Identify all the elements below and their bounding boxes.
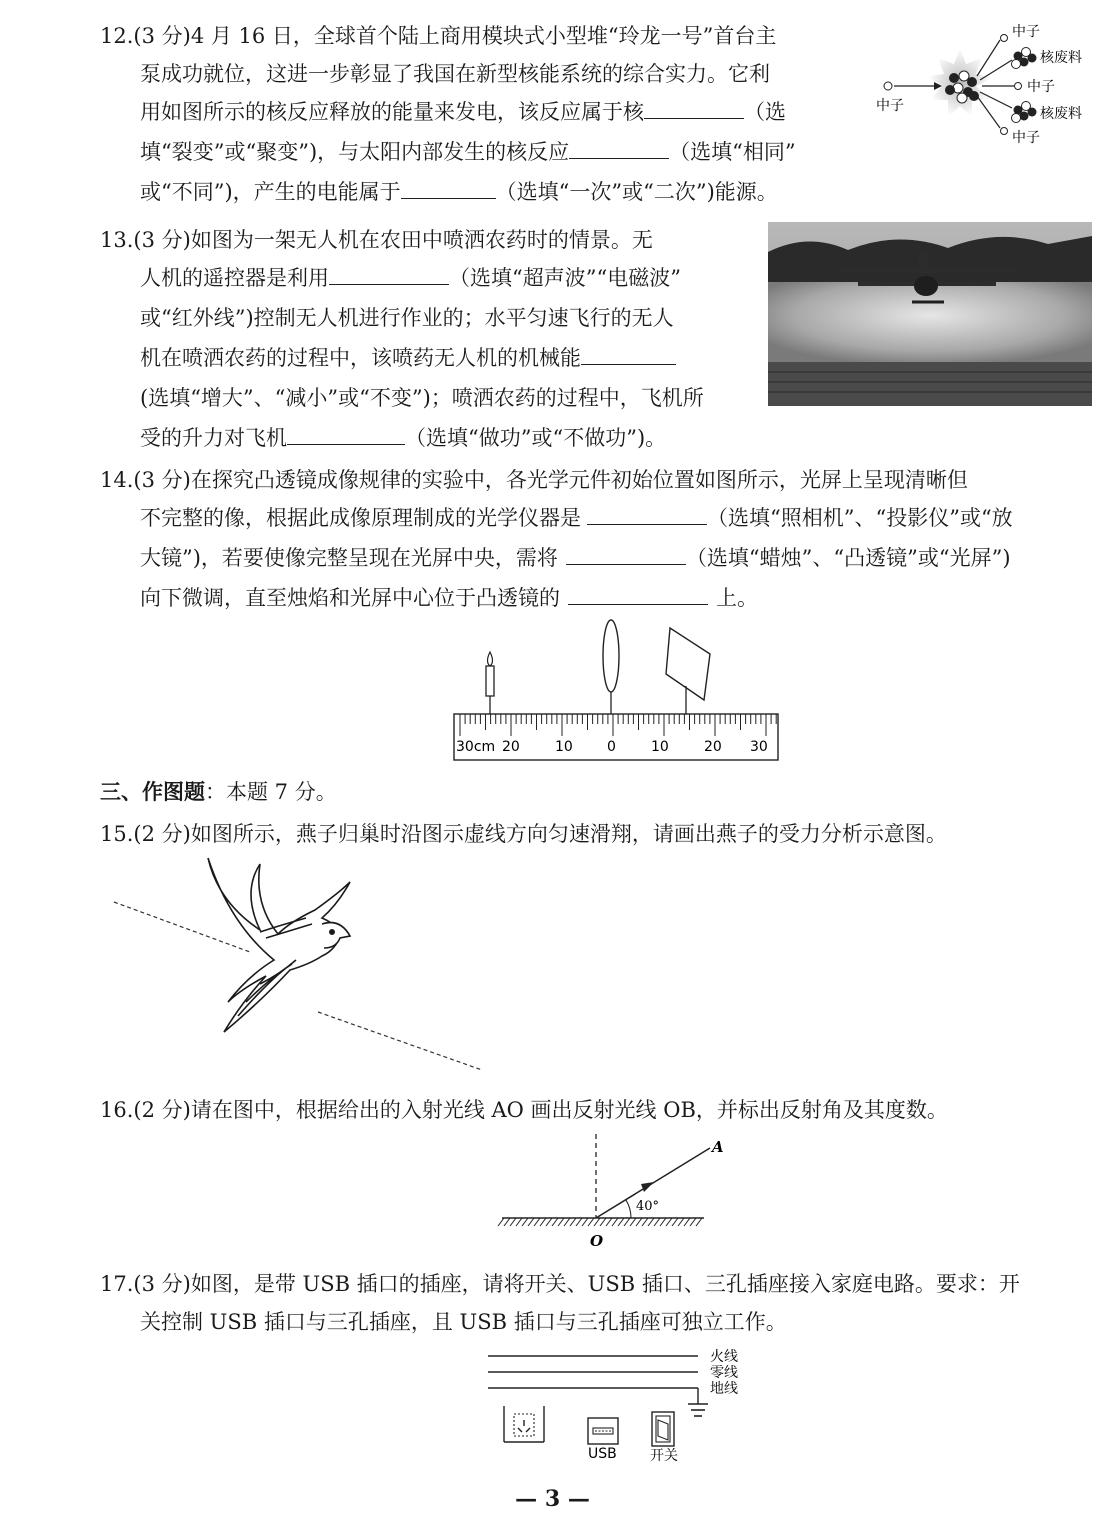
glide-path-dashed — [114, 902, 250, 952]
hatch-line — [648, 1218, 654, 1226]
q12-line-3 — [140, 96, 786, 126]
q14-text: 不完整的像，根据此成像原理制成的光学仪器是 — [140, 506, 581, 530]
q14-blank-1[interactable] — [587, 502, 707, 525]
swallow-diagram — [110, 852, 490, 1074]
q13-text: 机在喷洒农药的过程中，该喷药无人机的机械能 — [140, 346, 581, 370]
hatch-line — [612, 1218, 618, 1226]
q13-line-4 — [140, 342, 676, 372]
convex-lens-icon — [603, 620, 619, 714]
hatch-line — [570, 1218, 576, 1226]
circuit-diagram — [480, 1342, 760, 1472]
q15-line-1: 15.(2 分)如图所示，燕子归巢时沿图示虚线方向匀速滑翔，请画出燕子的受力分析示意图。 — [100, 822, 947, 846]
label-neutron-in: 中子 — [876, 98, 904, 114]
q13-line-3: 或“红外线”)控制无人机进行作业的；水平匀速飞行的无人 — [140, 306, 674, 330]
hatch-line — [498, 1218, 504, 1226]
hatch-line — [618, 1218, 624, 1226]
hatch-line — [564, 1218, 570, 1226]
q12-text: 或“不同”)，产生的电能属于 — [140, 180, 401, 204]
hatch-line — [672, 1218, 678, 1226]
hatch-line — [678, 1218, 684, 1226]
fission-diagram — [872, 18, 1097, 150]
mirror-hatch — [498, 1218, 702, 1226]
q12-text: （选 — [744, 100, 786, 124]
hatch-line — [666, 1218, 672, 1226]
q12-blank-3[interactable] — [401, 176, 496, 199]
q13-text: 受的升力对飞机 — [140, 426, 287, 450]
usb-label: USB — [588, 1446, 617, 1462]
crop-duster-photo — [768, 222, 1092, 406]
label-out-4: 核废料 — [1040, 106, 1082, 122]
waste-nucleus-icon — [1012, 48, 1037, 69]
q13-text: （选填“做功”或“不做功”)。 — [405, 426, 667, 450]
point-o-label: O — [590, 1232, 604, 1250]
hatch-line — [630, 1218, 636, 1226]
light-screen-icon — [666, 628, 710, 714]
hatch-line — [624, 1218, 630, 1226]
q12-blank-1[interactable] — [644, 96, 744, 119]
glide-path-dashed — [318, 1012, 482, 1070]
section-heading — [100, 776, 337, 806]
section-title: 三、作图题 — [100, 780, 205, 804]
candle-icon — [486, 652, 494, 714]
q13-line-6 — [140, 422, 666, 452]
q12-text: （选填“一次”或“二次”)能源。 — [495, 180, 778, 204]
ruler-label: 20 — [502, 739, 520, 755]
neutron-icon — [1015, 83, 1022, 90]
hatch-line — [516, 1218, 522, 1226]
q14-line-3 — [140, 542, 1011, 572]
hatch-line — [534, 1218, 540, 1226]
hatch-line — [600, 1218, 606, 1226]
point-a-label: A — [712, 1138, 724, 1156]
q13-line-1: 13.(3 分)如图为一架无人机在农田中喷洒农药时的情景。无 — [100, 228, 653, 252]
page-number-value: 3 — [544, 1486, 561, 1512]
waste-nucleus-icon — [1012, 102, 1037, 123]
swallow-icon — [208, 858, 350, 1032]
hatch-line — [576, 1218, 582, 1226]
q14-text: 上。 — [716, 586, 758, 610]
q12-line-5 — [140, 176, 778, 206]
hatch-line — [606, 1218, 612, 1226]
q12-line-4 — [140, 136, 796, 166]
hatch-line — [594, 1218, 600, 1226]
live-label: 火线 — [710, 1349, 738, 1365]
three-hole-socket-icon[interactable] — [504, 1406, 544, 1442]
q13-text: （选填“超声波”“电磁波” — [449, 266, 681, 290]
switch-label: 开关 — [650, 1448, 678, 1464]
q16-line-1: 16.(2 分)请在图中，根据给出的入射光线 AO 画出反射光线 OB，并标出反射角及其度数。 — [100, 1098, 948, 1122]
hatch-line — [642, 1218, 648, 1226]
q12-text: （选填“相同” — [669, 140, 796, 164]
q14-text: （选填“照相机”、“投影仪”或“放 — [707, 506, 1013, 530]
q14-text: （选填“蜡烛”、“凸透镜”或“光屏”) — [685, 546, 1011, 570]
q12-blank-2[interactable] — [569, 136, 669, 159]
ruler-label: 20 — [704, 739, 722, 755]
q14-blank-2[interactable] — [566, 542, 686, 565]
q12-text: 用如图所示的核反应释放的能量来发电，该反应属于核 — [140, 100, 644, 124]
page-number: — 3 — — [515, 1486, 590, 1512]
incoming-neutron-icon — [884, 82, 892, 90]
hatch-line — [540, 1218, 546, 1226]
hatch-line — [660, 1218, 666, 1226]
q13-text: 人机的遥控器是利用 — [140, 266, 329, 290]
ray-arrow-icon — [641, 1182, 654, 1192]
q14-line-1: 14.(3 分)在探究凸透镜成像规律的实验中，各光学元件初始位置如图所示，光屏上呈现清晰但 — [100, 468, 968, 492]
q13-blank-2[interactable] — [581, 342, 676, 365]
q14-text: 向下微调，直至烛焰和光屏中心位于凸透镜的 — [140, 586, 560, 610]
ground-label: 地线 — [710, 1381, 738, 1397]
angle-arc — [626, 1200, 631, 1218]
section-desc: ：本题 7 分。 — [205, 780, 337, 804]
hatch-line — [588, 1218, 594, 1226]
hatch-line — [684, 1218, 690, 1226]
hatch-line — [522, 1218, 528, 1226]
angle-label: 40° — [636, 1199, 660, 1214]
hatch-line — [690, 1218, 696, 1226]
q14-line-4 — [140, 582, 758, 612]
ruler-label: 0 — [607, 739, 616, 755]
q17-line-1: 17.(3 分)如图，是带 USB 插口的插座，请将开关、USB 插口、三孔插座接入家庭电路。要求：开 — [100, 1272, 1020, 1296]
label-out-2: 核废料 — [1040, 50, 1082, 66]
q13-blank-3[interactable] — [287, 422, 405, 445]
q12-text: 填“裂变”或“聚变”)，与太阳内部发生的核反应 — [140, 140, 570, 164]
q14-text: 大镜”)，若要使像完整呈现在光屏中央，需将 — [140, 546, 558, 570]
hatch-line — [504, 1218, 510, 1226]
ruler-label: 30 — [750, 739, 768, 755]
ruler-label: 30cm — [456, 739, 496, 755]
q13-line-2 — [140, 262, 681, 292]
usb-port-icon[interactable] — [588, 1418, 618, 1444]
ruler-label: 10 — [555, 739, 573, 755]
q17-line-2: 关控制 USB 插口与三孔插座，且 USB 插口与三孔插座可独立工作。 — [140, 1310, 787, 1334]
hatch-line — [552, 1218, 558, 1226]
q14-blank-3[interactable] — [568, 582, 708, 605]
q12-line-1: 12.(3 分)4 月 16 日，全球首个陆上商用模块式小型堆“玲龙一号”首台主 — [100, 24, 777, 48]
switch-icon[interactable] — [652, 1412, 674, 1446]
neutron-icon — [1001, 35, 1008, 42]
q14-line-2 — [140, 502, 1013, 532]
hatch-line — [654, 1218, 660, 1226]
hatch-line — [558, 1218, 564, 1226]
label-out-5: 中子 — [1012, 130, 1040, 146]
ruler-label: 10 — [651, 739, 669, 755]
neutral-label: 零线 — [710, 1365, 738, 1381]
hatch-line — [636, 1218, 642, 1226]
hatch-line — [528, 1218, 534, 1226]
neutron-icon — [1001, 128, 1008, 135]
hatch-line — [696, 1218, 702, 1226]
reflection-diagram — [498, 1130, 724, 1250]
q13-line-5: (选填“增大”、“减小”或“不变”)；喷洒农药的过程中，飞机所 — [140, 386, 704, 410]
hatch-line — [582, 1218, 588, 1226]
optical-bench-diagram — [452, 616, 782, 764]
q13-blank-1[interactable] — [329, 262, 449, 285]
hatch-line — [510, 1218, 516, 1226]
q12-line-2: 泵成功就位，这进一步彰显了我国在新型核能系统的综合实力。它利 — [140, 62, 770, 86]
label-out-3: 中子 — [1027, 79, 1055, 95]
hatch-line — [546, 1218, 552, 1226]
label-out-1: 中子 — [1012, 24, 1040, 40]
